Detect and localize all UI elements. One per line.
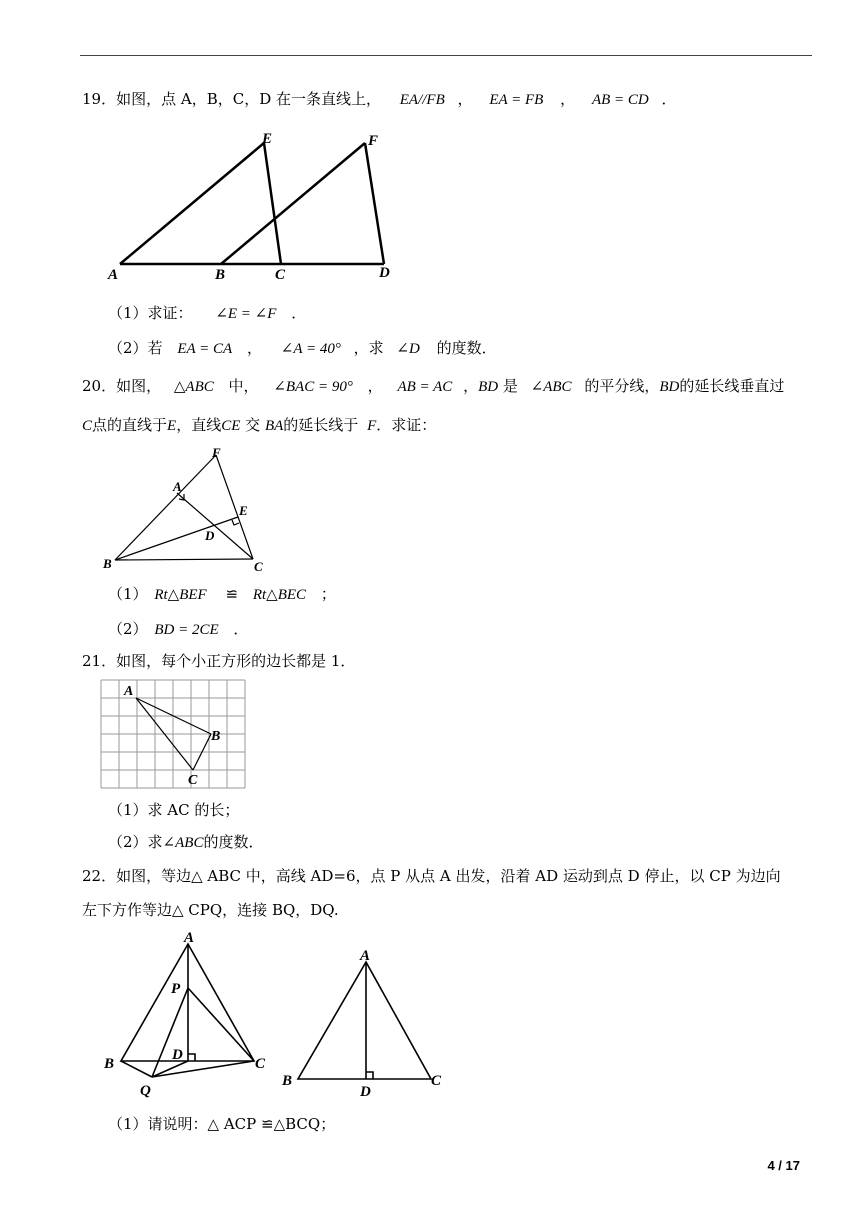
- q20-label-e: E: [239, 503, 248, 518]
- q20-l2-d: 的延长线于: [283, 416, 359, 434]
- q19-cond-parallel: EA//FB: [399, 92, 445, 108]
- q22-left-label-c: C: [255, 1056, 266, 1072]
- q20-l1-a: 20．如图，: [82, 377, 162, 395]
- q19-p2-math2: ∠A = 40°: [280, 341, 341, 357]
- q20-label-b: B: [103, 556, 112, 571]
- q19-label-f: F: [368, 133, 379, 149]
- q19-cond-ab-cd: AB = CD: [591, 92, 649, 108]
- q19-label-b: B: [215, 267, 226, 283]
- q22-right-label-a: A: [360, 948, 371, 964]
- q19-p2-end: 的度数．: [436, 339, 497, 357]
- q19-part2: [108, 338, 497, 359]
- q20-l2-b: ，直线: [176, 416, 222, 434]
- q20-l2-ce: CE: [221, 418, 241, 434]
- q22-left-label-p: P: [171, 981, 181, 997]
- q19-p1-prefix: （1）求证：: [108, 304, 193, 322]
- q21-p2-prefix: （2）求: [108, 833, 163, 851]
- q20-p1-math1: Rt△BEF: [154, 587, 207, 603]
- q22-right-label-d: D: [360, 1084, 371, 1100]
- q19-p2-sep: ，: [246, 339, 262, 357]
- q19-label-e: E: [262, 131, 273, 147]
- q22-left-label-a: A: [184, 930, 195, 946]
- q20-stem-line1: [82, 376, 784, 397]
- q21-label-b: B: [211, 729, 221, 744]
- q22-figure-right: [280, 940, 450, 1100]
- q19-p2-math1: EA = CA: [177, 341, 233, 357]
- q20-l1-math3: ∠ABC: [530, 379, 572, 395]
- q19-p1-math: ∠E = ∠F: [215, 306, 277, 322]
- q20-p1-congruent: ≌: [225, 585, 239, 603]
- q19-label-c: C: [275, 267, 286, 283]
- q20-l2-ba: BA: [264, 418, 284, 434]
- q20-p1-math2: Rt△BEC: [252, 587, 307, 603]
- q19-part1: [108, 303, 306, 324]
- q22-figure-left: [100, 930, 275, 1100]
- q20-stem-line2: [82, 415, 436, 436]
- q19-sep1: ，: [457, 90, 473, 108]
- q20-l1-math1: ∠BAC = 90°: [273, 379, 353, 395]
- q20-l1-g: 的延长线垂直过: [679, 377, 785, 395]
- q20-l1-triangle: △ABC: [173, 379, 214, 395]
- q21-stem: 21．如图，每个小正方形的边长都是 1．: [82, 652, 356, 670]
- q22-left-label-d: D: [172, 1047, 183, 1063]
- q19-p2-prefix: （2）若: [108, 339, 163, 357]
- q20-l2-c2: 交: [245, 416, 261, 434]
- q22-part1: （1）请说明：△ ACP ≌△BCQ；: [108, 1115, 336, 1133]
- q20-p1-end: ；: [320, 585, 336, 603]
- q21-label-c: C: [188, 773, 198, 788]
- q19-figure: [100, 125, 400, 285]
- q19-stem-text: 19．如图，点 A，B，C，D 在一条直线上，: [82, 90, 381, 108]
- q19-p2-math3: ∠D: [396, 341, 420, 357]
- q20-part2: [108, 619, 248, 640]
- q22-right-label-c: C: [431, 1073, 442, 1089]
- q21-figure: [100, 680, 250, 792]
- q20-part1: [108, 584, 336, 605]
- q19-cond-equal: EA = FB: [489, 92, 544, 108]
- q20-l2-e: E: [167, 418, 177, 434]
- q21-p2-end: 的度数．: [203, 833, 264, 851]
- q20-l1-c: ，: [367, 377, 383, 395]
- q19-p2-mid: ，求: [353, 339, 384, 357]
- q20-figure: [98, 443, 278, 575]
- q21-p2-math: ∠ABC: [162, 835, 204, 851]
- q21-part2: [108, 832, 263, 853]
- page-number: 4 / 17: [767, 1158, 800, 1173]
- q21-part1: （1）求 AC 的长；: [108, 801, 240, 819]
- q22-right-label-b: B: [282, 1073, 293, 1089]
- q19-stem: [82, 89, 677, 110]
- q19-sep2: ，: [560, 90, 576, 108]
- q20-p2-math: BD = 2CE: [154, 622, 219, 638]
- q22-stem-line1: 22．如图，等边△ ABC 中，高线 AD=6，点 P 从点 A 出发，沿着 AD 运动到点 D 停止，以 CP 为边向: [82, 867, 781, 885]
- q20-p2-end: ．: [233, 620, 249, 638]
- q21-label-a: A: [124, 684, 134, 699]
- q20-l2-c: C: [82, 418, 93, 434]
- q20-l1-f: 的平分线，: [584, 377, 660, 395]
- q22-left-label-q: Q: [140, 1083, 151, 1099]
- q20-label-a: A: [173, 479, 182, 494]
- q20-l2-a: 点的直线于: [92, 416, 168, 434]
- q20-p1-prefix: （1）: [108, 585, 148, 603]
- q20-l2-f: F: [367, 418, 377, 434]
- q20-l1-e: 是: [502, 377, 518, 395]
- q22-left-label-b: B: [104, 1056, 115, 1072]
- q20-l1-bd: BD: [478, 379, 499, 395]
- q22-stem-line2: 左下方作等边△ CPQ，连接 BQ，DQ.: [82, 901, 339, 919]
- q19-label-a: A: [108, 267, 119, 283]
- q20-l1-bd2: BD: [659, 379, 680, 395]
- q20-p2-prefix: （2）: [108, 620, 148, 638]
- header-rule: [80, 55, 812, 56]
- q20-label-d: D: [205, 528, 215, 543]
- q19-p1-end: ．: [291, 304, 307, 322]
- q20-label-c: C: [254, 559, 263, 574]
- q20-l1-math2: AB = AC: [397, 379, 453, 395]
- q19-label-d: D: [379, 265, 390, 281]
- q20-l2-e2: ．求证：: [376, 416, 437, 434]
- q20-l1-d: ，: [463, 377, 479, 395]
- q19-end: ．: [661, 90, 677, 108]
- q20-label-f: F: [212, 445, 221, 460]
- q20-l1-b: 中，: [228, 377, 259, 395]
